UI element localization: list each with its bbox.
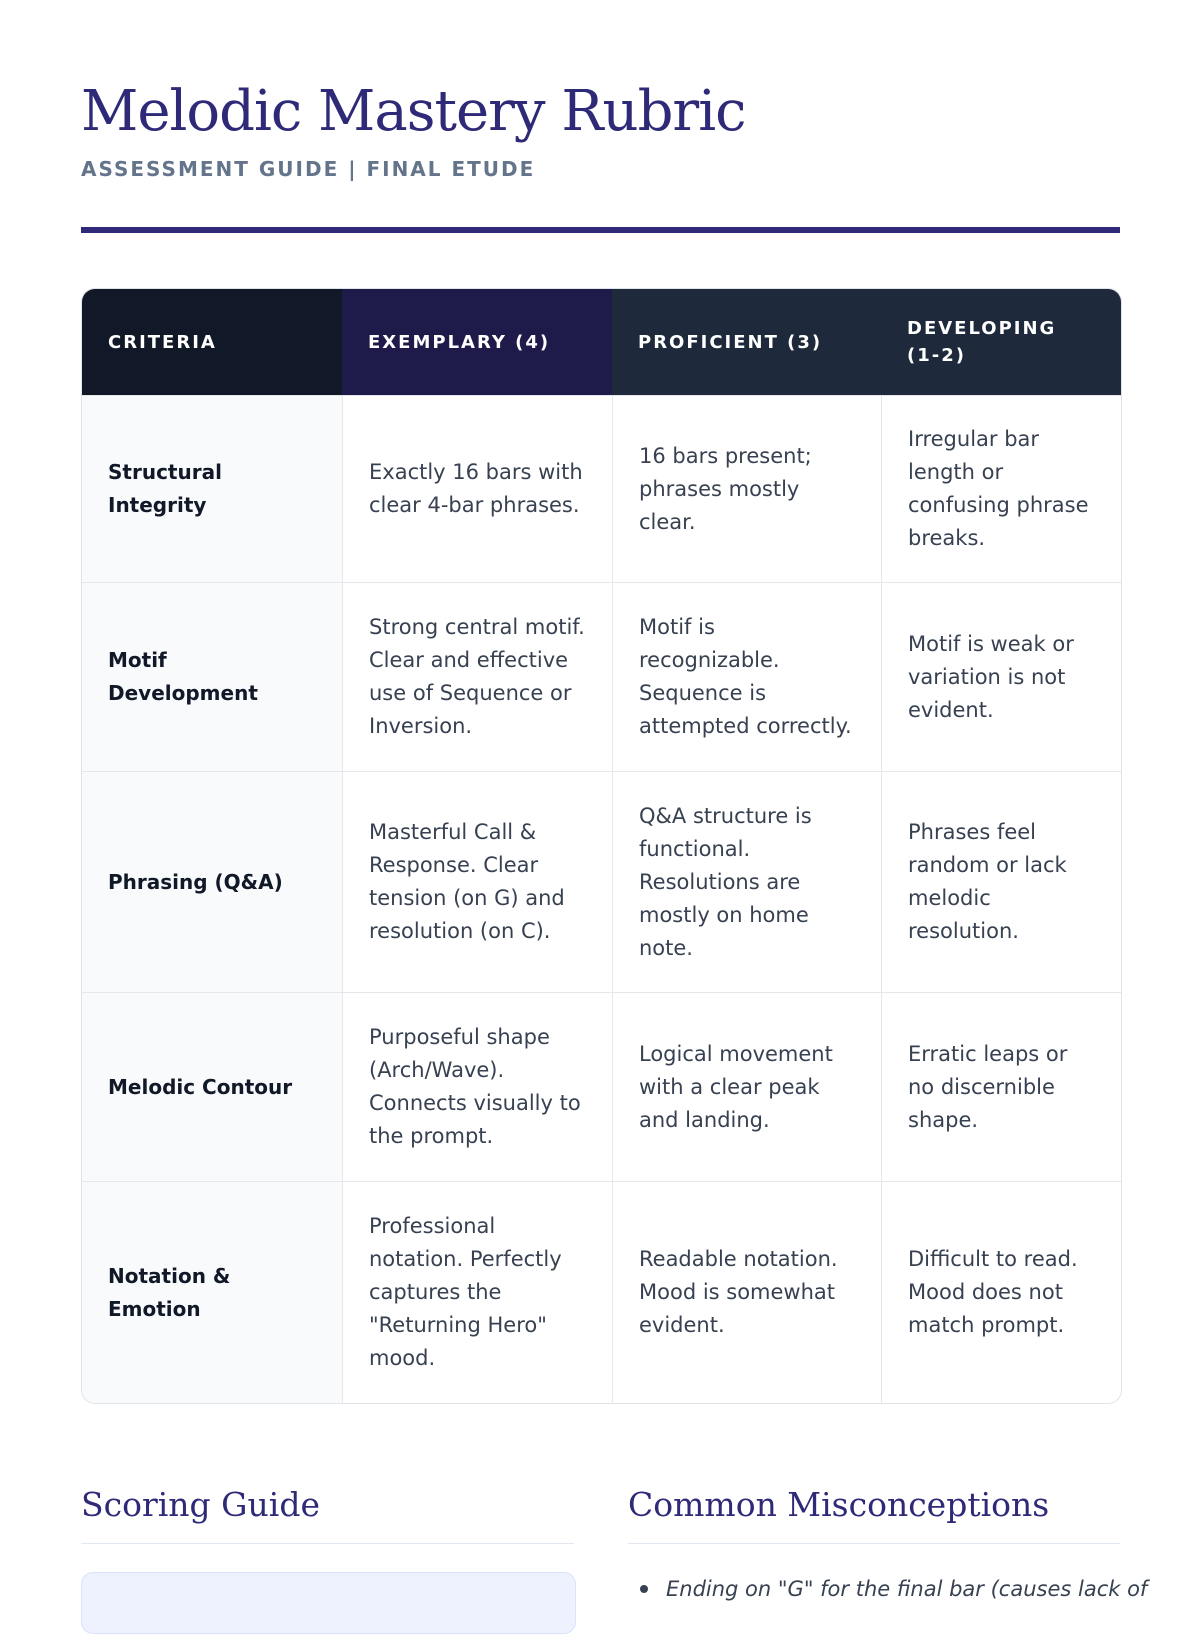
exemplary-cell: Purposeful shape (Arch/Wave). Connects visually to the prompt. bbox=[342, 992, 612, 1181]
bullet-icon bbox=[640, 1585, 648, 1593]
criteria-cell: Structural Integrity bbox=[82, 395, 342, 582]
list-item bbox=[666, 1577, 1148, 1601]
table-row bbox=[82, 582, 1121, 771]
column-header-developing: DEVELOPING (1-2) bbox=[881, 289, 1121, 395]
column-header-exemplary: EXEMPLARY (4) bbox=[342, 289, 612, 395]
misconception-text: Ending on "G" for the final bar (causes lack of bbox=[666, 1577, 1148, 1601]
scoring-guide-box bbox=[81, 1572, 576, 1634]
developing-cell: Difficult to read. Mood does not match prompt. bbox=[881, 1181, 1121, 1403]
table-row bbox=[82, 992, 1121, 1181]
misconceptions-divider bbox=[628, 1543, 1120, 1544]
misconceptions-heading: Common Misconceptions bbox=[628, 1485, 1050, 1524]
scoring-guide-heading: Scoring Guide bbox=[81, 1485, 320, 1524]
rubric-table bbox=[81, 288, 1122, 1404]
exemplary-cell: Strong central motif. Clear and effective use of Sequence or Inversion. bbox=[342, 582, 612, 771]
proficient-cell: Logical movement with a clear peak and landing. bbox=[612, 992, 881, 1181]
page-subtitle: ASSESSMENT GUIDE | FINAL ETUDE bbox=[81, 157, 536, 181]
column-header-proficient: PROFICIENT (3) bbox=[612, 289, 881, 395]
table-row bbox=[82, 1181, 1121, 1403]
exemplary-cell: Masterful Call & Response. Clear tension (on G) and resolution (on C). bbox=[342, 771, 612, 992]
proficient-cell: 16 bars present; phrases mostly clear. bbox=[612, 395, 881, 582]
exemplary-cell: Professional notation. Perfectly captures the "Returning Hero" mood. bbox=[342, 1181, 612, 1403]
page-title: Melodic Mastery Rubric bbox=[81, 79, 746, 144]
proficient-cell: Q&A structure is functional. Resolutions are mostly on home note. bbox=[612, 771, 881, 992]
scoring-guide-divider bbox=[81, 1543, 574, 1544]
developing-cell: Irregular bar length or confusing phrase breaks. bbox=[881, 395, 1121, 582]
exemplary-cell: Exactly 16 bars with clear 4-bar phrases. bbox=[342, 395, 612, 582]
developing-cell: Phrases feel random or lack melodic resolution. bbox=[881, 771, 1121, 992]
criteria-cell: Motif Development bbox=[82, 582, 342, 771]
developing-cell: Motif is weak or variation is not evident. bbox=[881, 582, 1121, 771]
proficient-cell: Motif is recognizable. Sequence is attempted correctly. bbox=[612, 582, 881, 771]
proficient-cell: Readable notation. Mood is somewhat evident. bbox=[612, 1181, 881, 1403]
developing-cell: Erratic leaps or no discernible shape. bbox=[881, 992, 1121, 1181]
column-header-criteria: CRITERIA bbox=[82, 289, 342, 395]
rubric-header-row bbox=[82, 289, 1121, 395]
table-row bbox=[82, 771, 1121, 992]
title-divider bbox=[81, 227, 1120, 233]
criteria-cell: Melodic Contour bbox=[82, 992, 342, 1181]
criteria-cell: Phrasing (Q&A) bbox=[82, 771, 342, 992]
misconceptions-list bbox=[628, 1577, 1148, 1601]
criteria-cell: Notation & Emotion bbox=[82, 1181, 342, 1403]
table-row bbox=[82, 395, 1121, 582]
